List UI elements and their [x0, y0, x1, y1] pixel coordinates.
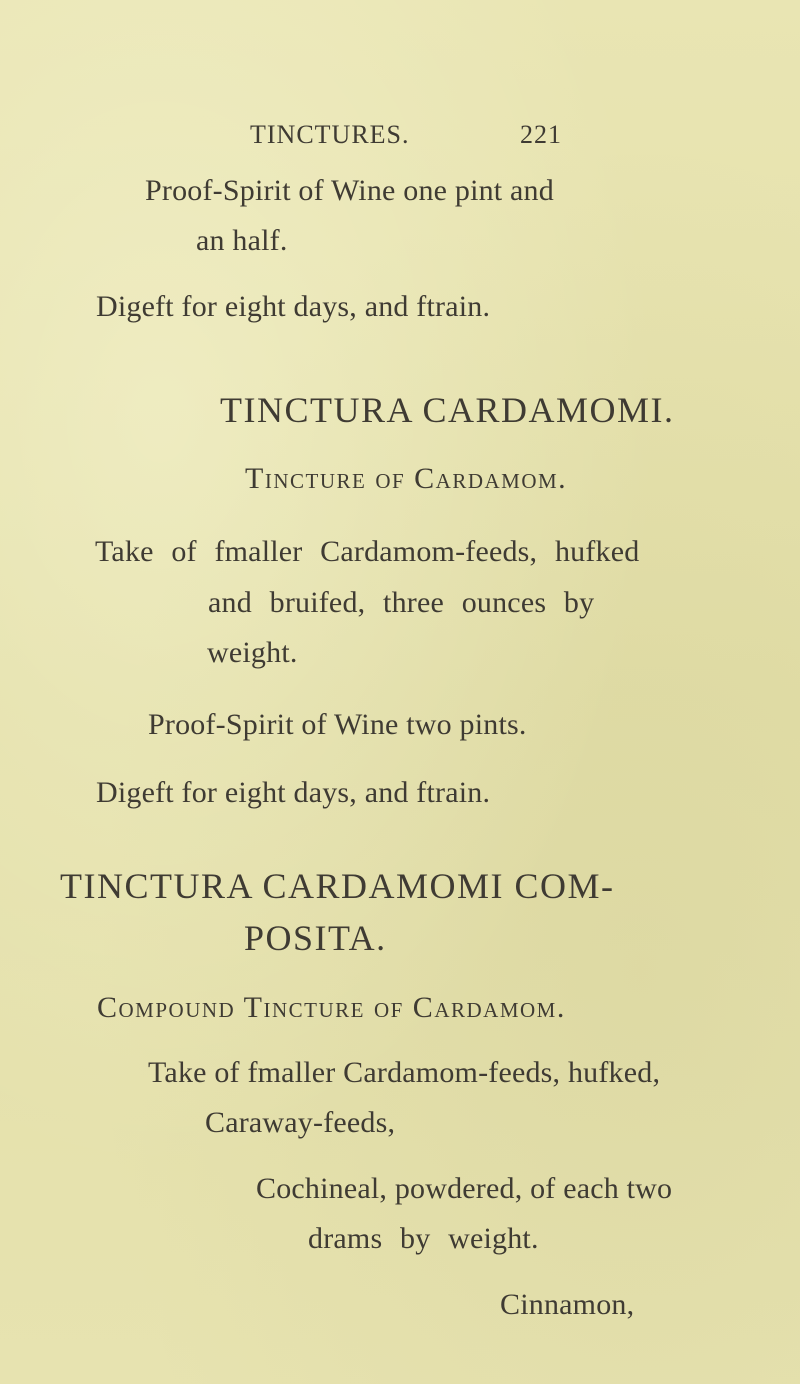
section-title: TINCTURA CARDAMOMI.: [220, 390, 675, 430]
text-line: and bruifed, three ounces by: [208, 586, 595, 619]
text-line: drams by weight.: [308, 1222, 539, 1255]
section-subtitle: Compound Tincture of Cardamom.: [97, 991, 566, 1024]
section-title-continued: POSITA.: [244, 918, 387, 958]
text-line: Cochineal, powdered, of each two: [256, 1172, 673, 1205]
text-line: Proof-Spirit of Wine one pint and: [145, 174, 554, 207]
section-title: TINCTURA CARDAMOMI COM-: [60, 866, 615, 906]
text-line: Caraway-feeds,: [205, 1106, 396, 1139]
text-line: Cinnamon,: [500, 1288, 635, 1321]
section-subtitle: Tincture of Cardamom.: [245, 462, 568, 495]
text-line: an half.: [196, 224, 288, 257]
text-line: Take of fmaller Cardamom-feeds, hufked: [95, 535, 640, 568]
text-line: Proof-Spirit of Wine two pints.: [148, 708, 527, 741]
text-line: Digeft for eight days, and ftrain.: [96, 290, 491, 323]
text-line: weight.: [207, 636, 298, 669]
text-line: Take of fmaller Cardamom-feeds, hufked,: [148, 1056, 661, 1089]
running-head-title: TINCTURES.: [250, 120, 410, 149]
text-line: Digeft for eight days, and ftrain.: [96, 776, 491, 809]
page-number: 221: [520, 120, 562, 149]
